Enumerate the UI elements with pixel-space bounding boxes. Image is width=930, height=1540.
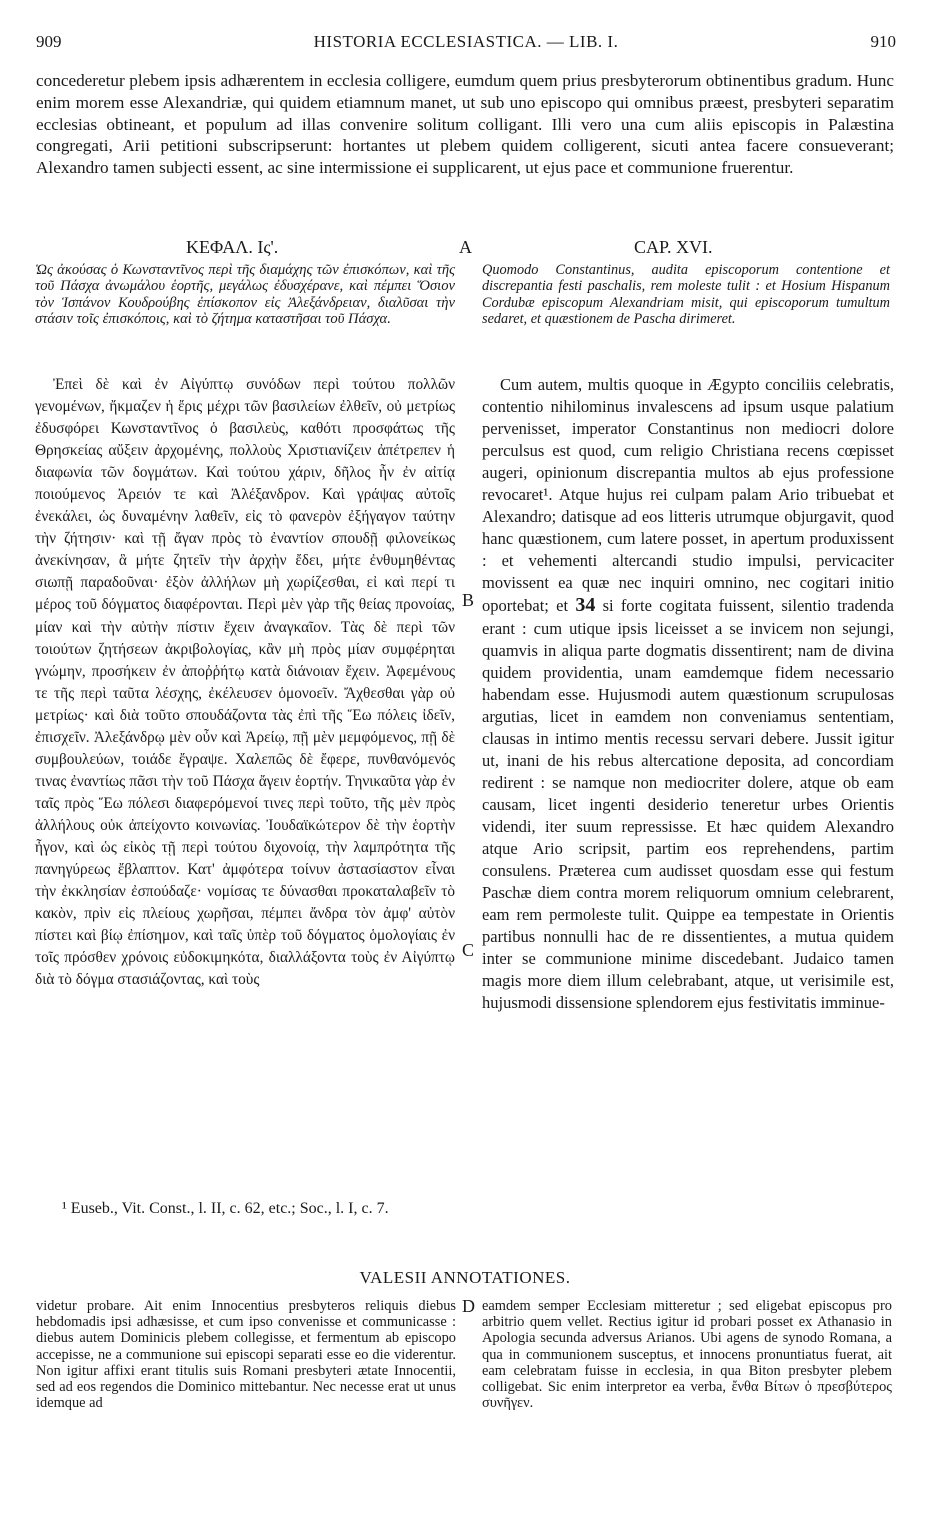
column-marker-number: 34 [575, 594, 596, 617]
greek-chapter-heading: ΚΕΦΑΛ. Ις'. [186, 237, 279, 257]
intro-text: concederetur plebem ipsis adhærentem in ecclesia colligere, eumdum quem prius presbyterorum obtinentibus gradum. Hunc enim morem esse Alexandriæ, qui quidem etiamnum manet, ut sub uno episcopo qui omnibus præest, presbyteri separatim ecclesias obtineant, et populum ad illas convenire solitum colligant. Illi vero una cum aliis episcopis in Palæstina congregati, Arii petitioni subscripserunt: hortantes ut plebem quidem colligerent, sicuti antea facere consueverant; Alexandro tamen subjecti essent, ac sine intermissione ei supplicarent, ut ejus pace et communione fruerentur. [36, 71, 894, 178]
latin-body [482, 374, 894, 1014]
annotations-right-column [482, 1298, 892, 1411]
greek-chapter-summary: Ὡς ἀκούσας ὁ Κωνσταντῖνος περὶ τῆς διαμάχης τῶν ἐπισκόπων, καὶ τῆς τοῦ Πάσχα ἀνωμάλου ἑορτῆς, μεγάλως ἐδυσχέρανε, καὶ πέμπει Ὅσιον τὸν Ἱσπάνον Κουδρούβης ἐπίσκοπον εἰς Ἀλεξάνδρειαν, διαλῦσαι τὴν στάσιν τοῖς ἐπισκόποις, καὶ τὸ ζήτημα καταστῆσαι τοῦ Πάσχα. [35, 262, 455, 328]
latin-text-column [482, 374, 894, 1014]
running-title: HISTORIA ECCLESIASTICA. — LIB. I. [313, 32, 619, 51]
margin-letter-c: C [462, 940, 475, 960]
page-header [36, 32, 896, 56]
margin-letter-d: D [462, 1296, 475, 1316]
latin-chapter-summary: Quomodo Constantinus, audita episcoporum contentione et discrepantia festi paschalis, rem moleste tulit : et Hosium Hispanum Cordubæ episcopum Alexandriam misit, qui episcoporum tumultum sedaret, et quæstionem de Pascha dirimeret. [482, 262, 890, 328]
margin-letter-a: A [459, 237, 472, 257]
greek-body: Ἐπεὶ δὲ καὶ ἐν Αἰγύπτῳ συνόδων περὶ τούτου πολλῶν γενομένων, ἤκμαζεν ἡ ἔρις μέχρι τῶν βασιλείων ἐλθεῖν, οὐ μετρίως ἐδυσφόρει Κωνσταντῖνος ὁ βασιλεὺς, καθότι προσφάτως τῆς Θρησκείας αὔξειν ἀρχομένης, πολλοὺς Χριστιανίζειν ἀπέτρεπεν ἡ διαφωνία τῶν δογμάτων. Καὶ τούτου χάριν, δῆλος ἦν ἐν αἰτίᾳ ποιούμενος Ἀρειόν τε καὶ Ἀλέξανδρον. Καὶ γράψας αὐτοῖς ἐνεκάλει, ὡς δυναμένην λαθεῖν, εἰς τὸ φανερὸν ἐξήγαγον ταύτην τὴν ζήτησιν· καὶ τῇ ἄγαν πρὸς τὸ ἐναντίον σπουδῇ φιλονείκως ἀνεκίνησαν, ἃ μήτε ζητεῖν τὴν ἀρχὴν ἔδει, μήτε ἐνθυμηθέντας σιωπῇ παραδοῦναι· ἐξὸν ἀλλήλων μὴ χωρίζεσθαι, εἰ καὶ περί τι μέρος τοῦ δόγματος διαφέρονται. Περὶ μὲν γὰρ τῆς θείας προνοίας, μίαν καὶ τὴν αὐτὴν πίστιν ἔχειν ἀναγκαῖον. Τὰς δὲ περὶ τῶν τοιούτων ζητήσεων ἀκριβολογίας, κἂν μὴ πρὸς μίαν συμφέρηται γνώμην, προσήκειν ἐν ἀποῤῥήτῳ κατὰ διάνοιαν ἔχειν. Ἀφεμένους τε τῆς περὶ ταῦτα λέσχης, ἐκέλευσεν ὁμονοεῖν. Ἄχθεσθαι γὰρ οὐ μετρίως· καὶ διὰ τοῦτο σπουδάζοντα τὰς ἐπὶ τῆς Ἕω πόλεις ἰδεῖν, ἐπισχεῖν. Ἀλεξάνδρῳ μὲν οὖν καὶ Ἀρείῳ, πῇ μὲν μεμφόμενος, πῇ δὲ συμβουλεύων, τοιάδε ἔγραψε. Χαλεπῶς δὲ ἔφερε, πυνθανόμενός τινας ἐναντίως πᾶσι τὴν τοῦ Πάσχα ἄγειν ἑορτήν. Τηνικαῦτα γὰρ ἐν ταῖς πρὸς Ἕω πόλεσι διαφερόμενοί τινες περὶ τοῦτο, τῆς μὲν πρὸς ἀλλήλους οὐκ ἀπείχοντο κοινωνίας. Ἰουδαϊκώτερον δὲ τὴν ἑορτὴν ἦγον, καὶ ὡς εἰκὸς τῇ περὶ τούτου διχονοίᾳ, τὴν λαμπρότητα τῆς πανηγύρεως ἔβλαπτον. Κατ' ἀμφότερα τοίνυν ἀστασίαστον εἶναι τὴν ἐκκλησίαν ἐσπούδαζε· νομίσας τε δύνασθαι προκαταλαβεῖν τὸ κακὸν, πρὶν εἰς πλείους χωρῆσαι, πέμπει ἄνδρα τὸν ἀμφ' αὐτὸν πίστει καὶ βίῳ ἐπίσημον, καὶ ταῖς ὑπὲρ τοῦ δόγματος ὁμολογίαις ἐν τοῖς πρόσθεν χρόνοις εὐδοκιμηκότα, διαλλάξοντα τοὺς ἐν Αἰγύπτῳ διὰ τὸ δόγμα στασιάζοντας, καὶ τοὺς [35, 376, 455, 989]
latin-body-part-a: Cum autem, multis quoque in Ægypto conciliis celebratis, contentio nihilominus invalescens ad ipsum usque palatium pervenisset, imperator Constantinus non mediocri dolore perculsus est quod, cum religio Christiana recens cœpisset augeri, opinionum discrepantia multos ab ejus professione revocaret¹. Atque hujus rei culpam palam Ario tribuebat et Alexandro; datisque ad eos litteris utrumque objurgavit, quod hanc quæstionem, cum latere posset, in apertum produxissent : et vehementi altercandi studio impulsi, pervicaciter movissent ea quæ nec inquiri omnino, nec cogitari initio oportebat; et [482, 375, 894, 616]
annotations-left-text: videtur probare. Ait enim Innocentius presbyteros reliquis diebus hebdomadis ipsi adhæsisse, et cum ipso convenisse et communicasse : diebus autem Dominicis plebem collegisse, et fermentum ab episcopo accepisse, ne a communione sui episcopi separati esse eo die viderentur. Non igitur affixi erant titulis suis Romani presbyteri ætate Innocentii, sed ad eos regendos die Dominico mittebantur. Nec necesse erat ut unus idemque ad [36, 1298, 456, 1412]
intro-paragraph [36, 70, 894, 179]
annotations-right-text: eamdem semper Ecclesiam mitteretur ; sed eligebat episcopus pro arbitrio quem vellet. Rectius igitur id probari posset ex Athanasio in Apologia secunda adversus Arianos. Ubi agens de synodo Romana, a qua in communionem susceptus, et innocens pronuntiatus fuerat, ait eam celebratam fuisse in ecclesia, in qua Biton presbyter plebem colligebat. Sic enim interpretor ea verba, ἔνθα Βίτων ὁ πρεσβύτερος συνῆγεν. [482, 1298, 892, 1412]
right-page-number: 910 [870, 32, 896, 51]
margin-letter-b: B [462, 590, 475, 610]
greek-text-column [35, 374, 455, 991]
left-page-number: 909 [36, 32, 62, 51]
latin-chapter-heading: CAP. XVI. [634, 237, 713, 257]
annotations-heading: VALESII ANNOTATIONES. [359, 1268, 571, 1287]
latin-body-part-b: si forte cogitata fuissent, silentio tradenda erant : cum utique ipsis liceisset a se invicem non sejungi, quamvis in aliqua parte dogmatis dissentirent; nam de divina quidem providentia, unam eamdemque fidem necessario habendam esse. Hujusmodi autem quæstionum scrupulosas argutias, licet in eamdem non conveniamus sententiam, clausas in intimo mentis recessu servari debere. Jussit igitur ut, inani de his rebus altercatione deposita, ad concordiam redirent : se namque non mediocriter dolere, atque ob eam causam, licet ingenti desiderio teneretur urbes Orientis videndi, iter suum repressisse. Et hæc quidem Alexandro atque Ario scripsit, partim eos reprehendens, partim consulens. Præterea cum audisset quosdam esse qui festum Paschæ diem contra morem reliquorum omnium celebrarent, eam rem permoleste tulit. Quippe ea tempestate in Orientis partibus nonnulli hac de re dissentientes, a mutua quidem inter se communione minime discedebant. Judaico tamen magis more diem illum celebrabant, atque, ut verisimile est, hujusmodi dissensione splendorem ejus festivitatis imminue- [482, 596, 895, 1013]
annotations-left-column [36, 1298, 456, 1411]
footnote: ¹ Euseb., Vit. Const., l. II, c. 62, etc.; Soc., l. I, c. 7. [62, 1200, 389, 1217]
